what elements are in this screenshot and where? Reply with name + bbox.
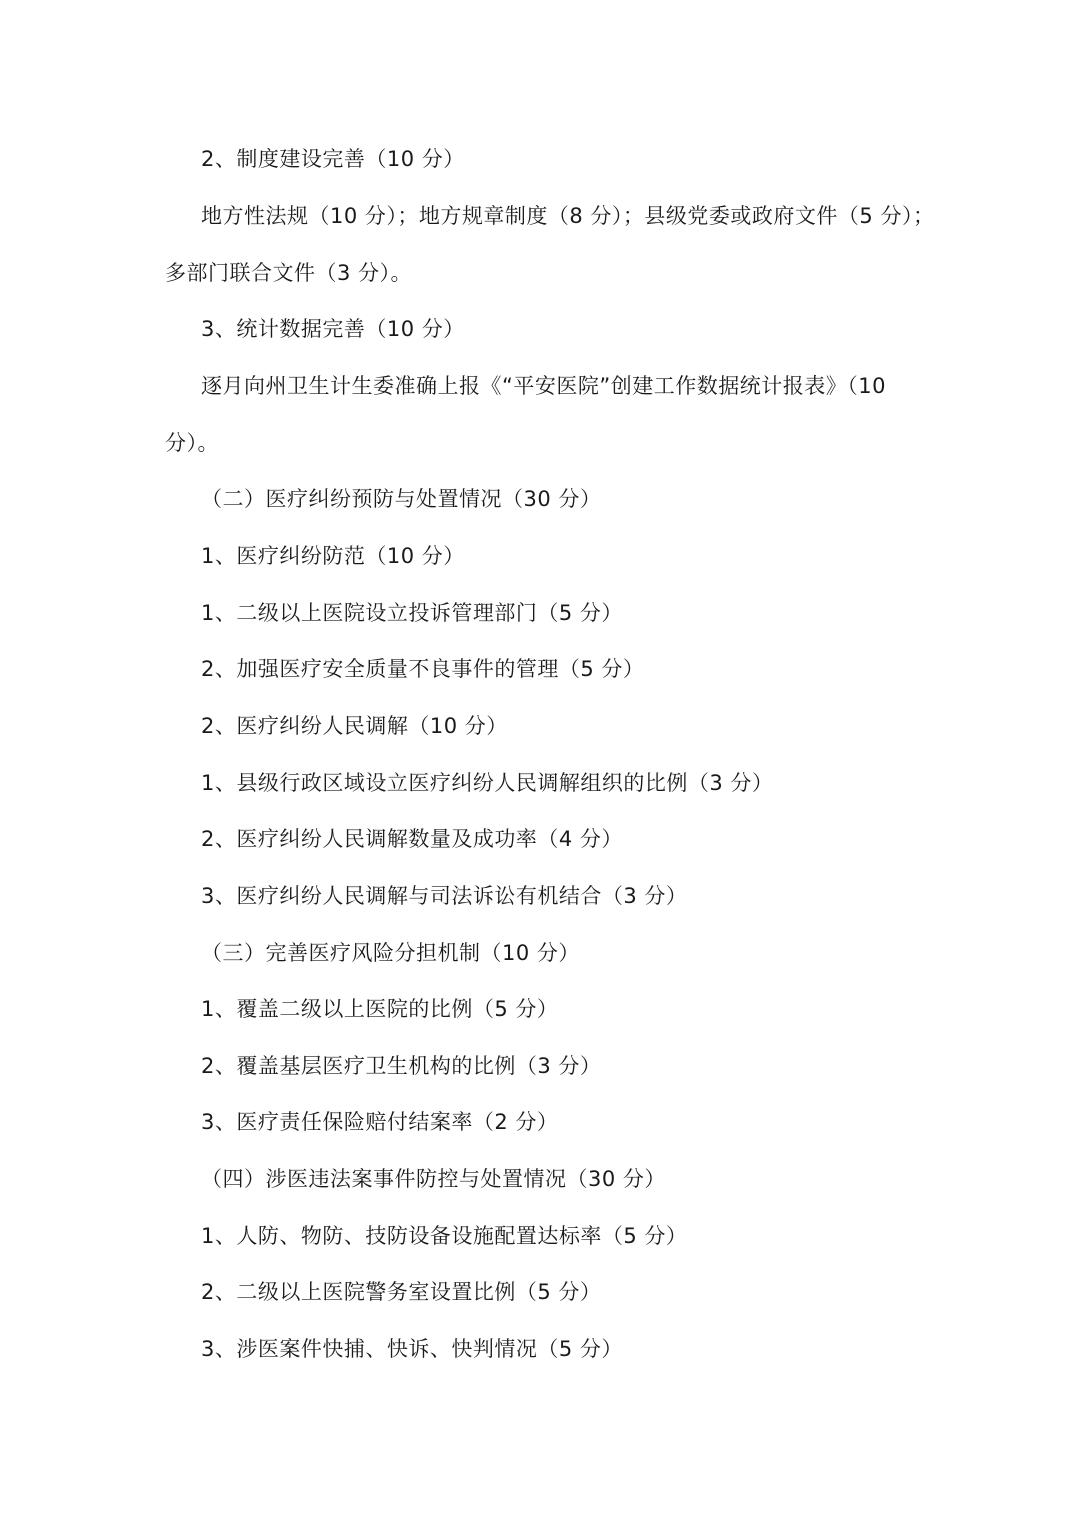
list-item: 1、二级以上医院设立投诉管理部门（5 分） (201, 601, 623, 625)
list-item: 1、覆盖二级以上医院的比例（5 分） (201, 997, 559, 1021)
paragraph-line: 逐月向州卫生计生委准确上报《“平安医院”创建工作数据统计报表》（10 (201, 374, 886, 398)
list-item: 2、医疗纠纷人民调解（10 分） (201, 714, 508, 738)
list-item: 3、涉医案件快捕、快诉、快判情况（5 分） (201, 1337, 623, 1361)
list-item: 3、医疗纠纷人民调解与司法诉讼有机结合（3 分） (201, 884, 688, 908)
list-item: 2、医疗纠纷人民调解数量及成功率（4 分） (201, 827, 623, 851)
paragraph-line: 分）。 (165, 431, 219, 455)
section-heading: （四）涉医违法案事件防控与处置情况（30 分） (201, 1167, 666, 1191)
paragraph-line: 地方性法规（10 分）；地方规章制度（8 分）；县级党委或政府文件（5 分）； (201, 204, 935, 228)
list-item: 2、覆盖基层医疗卫生机构的比例（3 分） (201, 1054, 602, 1078)
section-heading: （二）医疗纠纷预防与处置情况（30 分） (201, 487, 602, 511)
list-item: 2、二级以上医院警务室设置比例（5 分） (201, 1280, 602, 1304)
paragraph-line: 多部门联合文件（3 分）。 (165, 261, 413, 285)
list-item: 2、加强医疗安全质量不良事件的管理（5 分） (201, 657, 645, 681)
list-item: 1、人防、物防、技防设备设施配置达标率（5 分） (201, 1224, 688, 1248)
list-item: 3、医疗责任保险赔付结案率（2 分） (201, 1110, 559, 1134)
section-item-statistics: 3、统计数据完善（10 分） (201, 317, 465, 341)
section-heading: （三）完善医疗风险分担机制（10 分） (201, 941, 580, 965)
list-item: 1、县级行政区域设立医疗纠纷人民调解组织的比例（3 分） (201, 771, 774, 795)
section-item-institution: 2、制度建设完善（10 分） (201, 147, 465, 171)
list-item: 1、医疗纠纷防范（10 分） (201, 544, 465, 568)
